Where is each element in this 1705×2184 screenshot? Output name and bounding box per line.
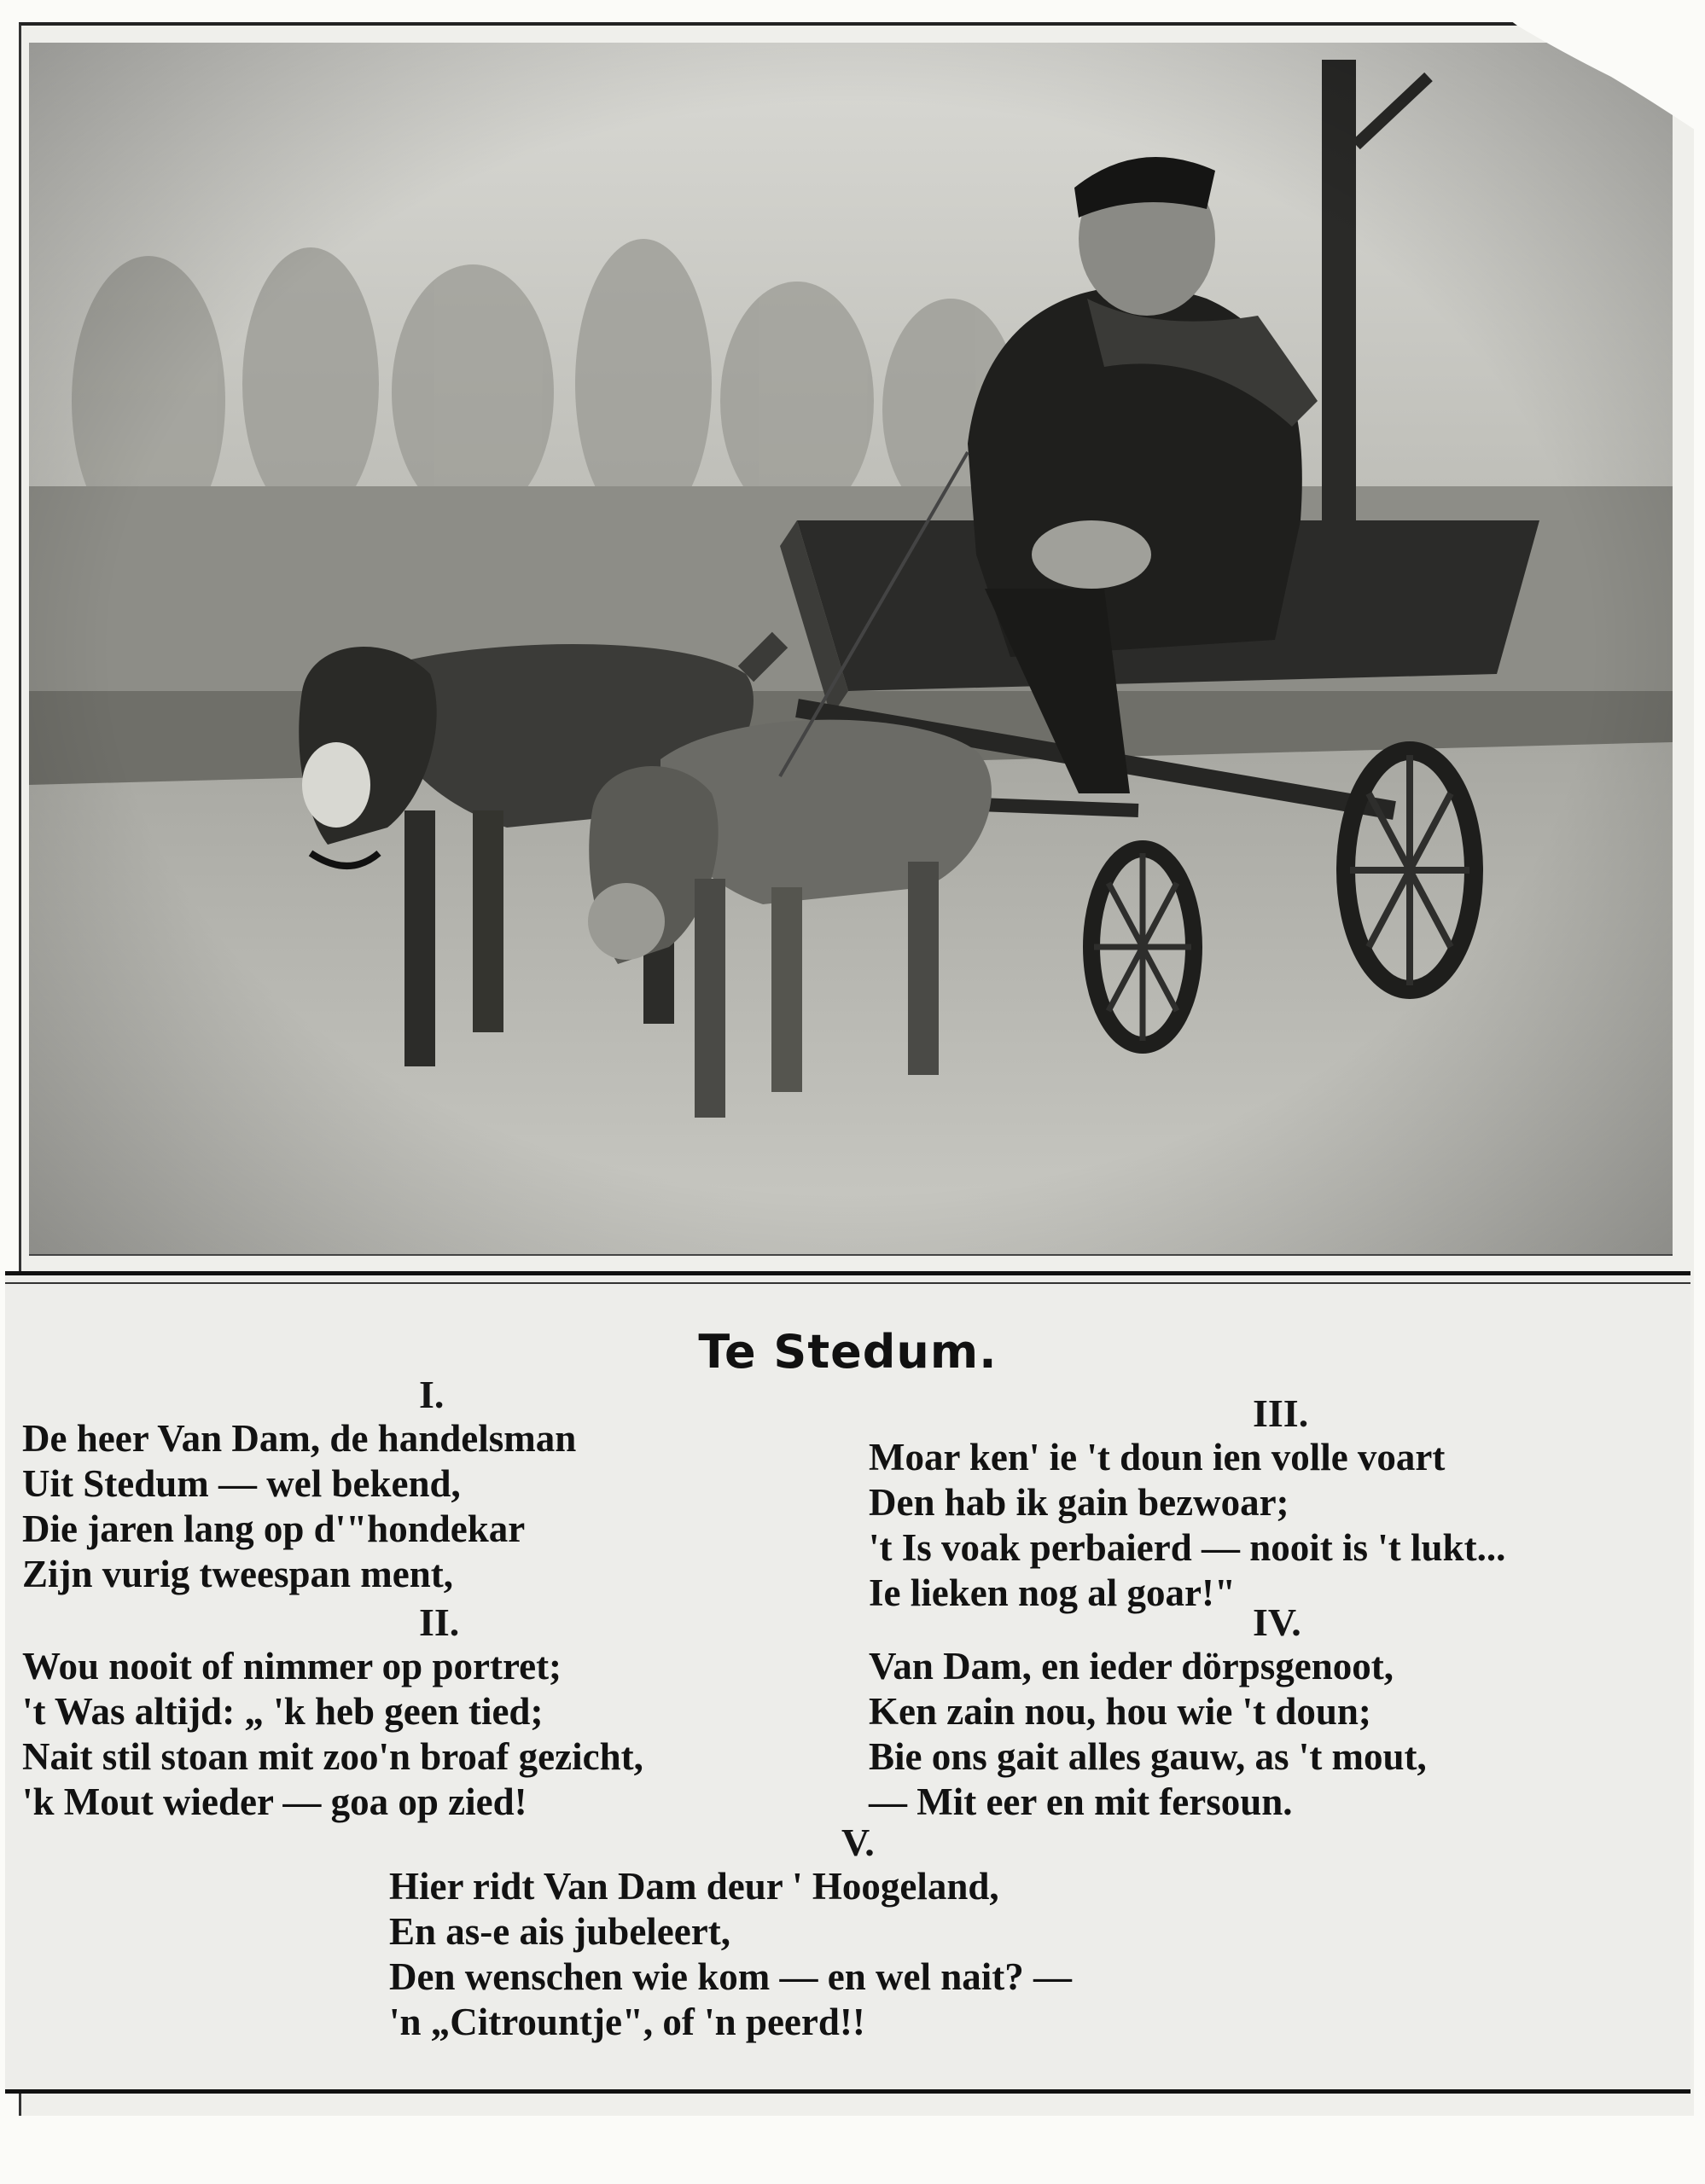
poem-line: Den hab ik gain bezwoar; xyxy=(869,1481,1289,1524)
poem-line: — Mit eer en mit fersoun. xyxy=(869,1780,1293,1823)
photo-illustration xyxy=(29,43,1673,1254)
stanza-1 xyxy=(22,1374,858,1597)
stanza-4 xyxy=(869,1601,1688,1825)
torn-corner xyxy=(1483,0,1705,136)
stanza-numeral: V. xyxy=(841,1821,875,1864)
stanza-5 xyxy=(389,1821,1413,2045)
stanza-3 xyxy=(869,1392,1688,1616)
poem-line: Zijn vurig tweespan ment, xyxy=(22,1553,453,1595)
poem-line: 't Is voak perbaierd — nooit is 't lukt... xyxy=(869,1526,1506,1569)
poem-line: Uit Stedum — wel bekend, xyxy=(22,1462,461,1505)
poem-line: Moar ken' ie 't doun ien volle voart xyxy=(869,1436,1446,1478)
poem-line: Bie ons gait alles gauw, as 't mout, xyxy=(869,1735,1427,1778)
poem-title: Te Stedum. xyxy=(698,1325,998,1379)
poem-line: Ie lieken nog al goar!" xyxy=(869,1571,1236,1614)
poem-line: 'k Mout wieder — goa op zied! xyxy=(22,1780,527,1823)
poem-line: De heer Van Dam, de handelsman xyxy=(22,1417,577,1460)
poem-line: Die jaren lang op d'"hondekar xyxy=(22,1507,526,1550)
poem-line: Hier ridt Van Dam deur ' Hoogeland, xyxy=(389,1865,999,1908)
poem-line: 't Was altijd: „ 'k heb geen tied; xyxy=(22,1690,544,1733)
poem-line: Wou nooit of nimmer op portret; xyxy=(22,1645,562,1687)
poem-line: 'n „Citrountje", of 'n peerd!! xyxy=(389,2001,865,2043)
poem-line: Ken zain nou, hou wie 't doun; xyxy=(869,1690,1371,1733)
stanza-numeral: III. xyxy=(1253,1391,1309,1435)
stanza-2 xyxy=(22,1601,858,1825)
dog-cart-photograph xyxy=(29,43,1673,1256)
poem-line: Van Dam, en ieder dörpsgenoot, xyxy=(869,1645,1394,1687)
poem-line: En as-e ais jubeleert, xyxy=(389,1910,730,1953)
stanza-numeral: I. xyxy=(419,1373,445,1416)
stanza-numeral: IV. xyxy=(1253,1600,1301,1644)
poem-panel xyxy=(5,1271,1690,2094)
poem-line: Den wenschen wie kom — en wel nait? — xyxy=(389,1955,1072,1998)
stanza-numeral: II. xyxy=(419,1600,460,1644)
poem-line: Nait stil stoan mit zoo'n broaf gezicht, xyxy=(22,1735,643,1778)
